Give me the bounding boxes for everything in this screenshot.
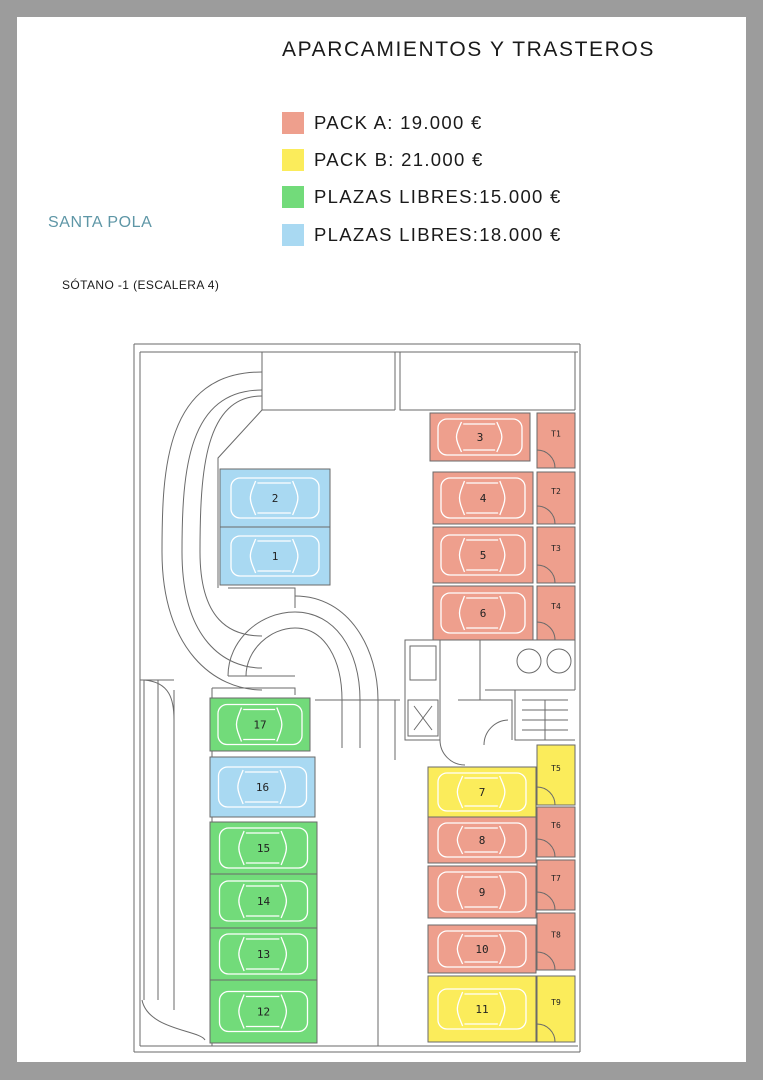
- storage-room-fill: [537, 745, 575, 805]
- storage-room-t7[interactable]: [537, 860, 575, 910]
- floor-label: SÓTANO -1 (ESCALERA 4): [62, 278, 220, 292]
- parking-space-number: 16: [255, 781, 270, 794]
- parking-space-4[interactable]: [433, 472, 533, 524]
- storage-room-fill: [537, 860, 575, 910]
- storage-room-t8[interactable]: [537, 913, 575, 970]
- parking-space-number: 5: [479, 549, 487, 562]
- parking-space-6[interactable]: [433, 586, 533, 640]
- storage-room-number: T9: [551, 998, 561, 1007]
- parking-space-number: 13: [256, 948, 271, 961]
- storage-room-fill: [537, 807, 575, 857]
- legend-label: PACK A: 19.000 €: [314, 112, 483, 133]
- storage-room-t2[interactable]: [537, 472, 575, 524]
- parking-space-16[interactable]: [210, 757, 315, 817]
- legend-label: PACK B: 21.000 €: [314, 149, 484, 170]
- parking-space-number: 12: [256, 1005, 271, 1019]
- storage-room-fill: [537, 527, 575, 583]
- storage-room-number: T1: [551, 429, 561, 439]
- parking-space-number: 10: [475, 943, 489, 956]
- parking-space-13[interactable]: [210, 928, 317, 980]
- parking-space-17[interactable]: [210, 698, 310, 751]
- parking-space-number: 1: [271, 550, 279, 563]
- storage-room-t9[interactable]: [537, 976, 575, 1042]
- parking-space-3[interactable]: [430, 413, 530, 461]
- legend-label: PLAZAS LIBRES:15.000 €: [314, 186, 562, 207]
- storage-room-t3[interactable]: [537, 527, 575, 583]
- storage-room-t5[interactable]: [537, 745, 575, 805]
- location-label: SANTA POLA: [48, 214, 153, 231]
- parking-space-14[interactable]: [210, 874, 317, 928]
- storage-room-t6[interactable]: [537, 807, 575, 857]
- parking-space-10[interactable]: [428, 925, 536, 973]
- storage-room-number: T2: [551, 487, 561, 496]
- parking-space-number: 4: [479, 492, 487, 505]
- storage-room-fill: [537, 472, 575, 524]
- storage-rooms: [537, 413, 575, 1042]
- legend-label: PLAZAS LIBRES:18.000 €: [314, 224, 562, 245]
- parking-space-1[interactable]: [220, 527, 330, 585]
- parking-space-number: 6: [479, 607, 487, 620]
- parking-space-8[interactable]: [428, 817, 536, 863]
- parking-space-9[interactable]: [428, 866, 536, 918]
- parking-space-12[interactable]: [210, 980, 317, 1043]
- parking-space-number: 15: [256, 842, 271, 855]
- parking-space-number: 2: [271, 492, 279, 505]
- parking-space-number: 3: [476, 431, 484, 444]
- parking-space-number: 7: [478, 786, 486, 799]
- storage-room-fill: [537, 413, 575, 468]
- storage-room-fill: [537, 586, 575, 640]
- parking-space-7[interactable]: [428, 767, 536, 817]
- parking-spaces: [210, 413, 536, 1043]
- storage-room-number: T8: [551, 930, 561, 940]
- parking-space-2[interactable]: [220, 469, 330, 527]
- storage-room-t4[interactable]: [537, 586, 575, 640]
- storage-room-fill: [537, 913, 575, 970]
- storage-room-fill: [537, 976, 575, 1042]
- parking-space-number: 8: [478, 834, 486, 847]
- storage-room-number: T4: [551, 602, 561, 611]
- storage-room-number: T6: [551, 821, 561, 830]
- parking-space-number: 11: [475, 1003, 489, 1016]
- parking-space-11[interactable]: [428, 976, 536, 1042]
- parking-space-5[interactable]: [433, 527, 533, 583]
- parking-space-number: 9: [478, 886, 486, 899]
- page-title: APARCAMIENTOS Y TRASTEROS: [282, 38, 655, 61]
- storage-room-number: T7: [551, 874, 561, 883]
- storage-room-t1[interactable]: [537, 413, 575, 468]
- parking-space-15[interactable]: [210, 822, 317, 874]
- storage-room-number: T3: [551, 544, 561, 553]
- parking-space-number: 17: [253, 718, 267, 732]
- storage-room-number: T5: [551, 764, 561, 773]
- parking-space-number: 14: [256, 895, 271, 908]
